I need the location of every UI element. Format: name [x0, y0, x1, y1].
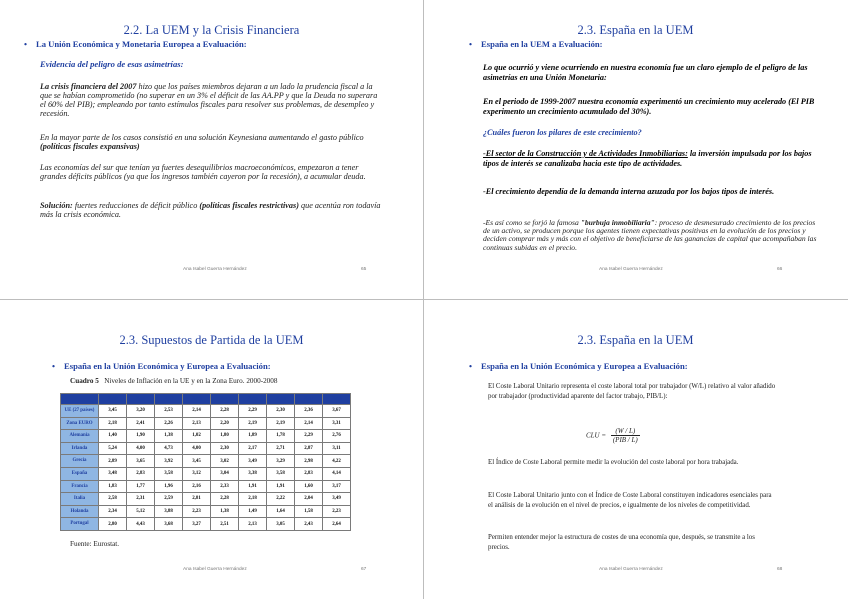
value-cell: 4,43	[127, 518, 155, 531]
value-cell: 2,87	[295, 442, 323, 455]
value-cell: 1,89	[239, 430, 267, 443]
year-header: 2000	[99, 394, 127, 405]
table-row	[61, 518, 351, 531]
slide-67	[0, 300, 423, 599]
table-row	[61, 493, 351, 506]
value-cell: 3,11	[323, 442, 351, 455]
country-cell: Grecia	[61, 455, 99, 468]
country-cell: Italia	[61, 493, 99, 506]
caption-text: Niveles de Inflación en la UE y en la Zona Euro. 2000-2008	[104, 377, 278, 385]
section-heading: Evidencia del peligro de esas asimetrías:	[40, 59, 184, 69]
slide-title: 2.3. España en la UEM	[577, 333, 694, 347]
value-cell: 3,65	[127, 455, 155, 468]
bullet-text: España en la Unión Económica y Europea a Evaluación:	[481, 361, 688, 371]
slide-title: 2.3. Supuestos de Partida de la UEM	[119, 333, 304, 347]
value-cell: 2,30	[267, 405, 295, 418]
value-cell: 1,96	[155, 480, 183, 493]
page-number: 65	[361, 267, 367, 272]
value-cell: 2,36	[295, 405, 323, 418]
value-cell: 2,29	[239, 405, 267, 418]
value-cell: 5,24	[99, 442, 127, 455]
value-cell: 2,14	[183, 405, 211, 418]
value-cell: 3,49	[239, 455, 267, 468]
value-cell: 2,58	[99, 493, 127, 506]
year-header: 2002	[155, 394, 183, 405]
value-cell: 1,49	[239, 505, 267, 518]
value-cell: 2,31	[127, 493, 155, 506]
paragraph-crisis	[40, 82, 384, 118]
country-cell: Irlanda	[61, 442, 99, 455]
formula-denominator: (PIB / L)	[612, 436, 638, 444]
slide-footer: Ana Isabel Guerra Hernández	[599, 567, 663, 572]
paragraph-icl: El Índice de Coste Laboral permite medir la evolución del coste laboral por hora trabajada.	[488, 459, 739, 466]
table-row	[61, 417, 351, 430]
table-row	[61, 442, 351, 455]
value-cell: 3,48	[99, 467, 127, 480]
value-cell: 1,58	[295, 505, 323, 518]
paragraph-text: fuertes reducciones de déficit público	[72, 201, 200, 210]
paragraph-intro: Lo que ocurrió y viene ocurriendo en nuestra economía fue un claro ejemplo de el peligro de las asimetrías en una Unión Monetaria:	[483, 63, 808, 82]
country-cell: Francia	[61, 480, 99, 493]
value-cell: 3,31	[323, 417, 351, 430]
paragraph-text: hizo que los países miembros dejaran a un lado la prudencia fiscal a la que se habían comprometido (no superar en un 3% el déficit de las AA.PP y que la Deuda no superara el 60% del PIB); empleando por tanto estímulos fiscales para resolver sus problemas, de desempleo y recesión.	[40, 82, 378, 118]
bullet-icon: •	[24, 39, 28, 49]
value-cell: 4,22	[323, 455, 351, 468]
value-cell: 2,80	[99, 518, 127, 531]
value-cell: 1,38	[211, 505, 239, 518]
year-header: 2007	[295, 394, 323, 405]
value-cell: 3,29	[267, 455, 295, 468]
paragraph-bold: "burbuja inmobiliaria"	[580, 218, 655, 227]
table-row	[61, 430, 351, 443]
value-cell: 2,19	[239, 417, 267, 430]
paragraph-bold: (políticas fiscales restrictivas)	[199, 201, 299, 210]
value-cell: 3,02	[211, 455, 239, 468]
value-cell: 3,12	[183, 467, 211, 480]
value-cell: 2,18	[99, 417, 127, 430]
value-cell: 2,17	[239, 442, 267, 455]
value-cell: 4,00	[183, 442, 211, 455]
value-cell: 3,45	[99, 405, 127, 418]
year-header: 2008	[323, 394, 351, 405]
value-cell: 2,64	[323, 518, 351, 531]
paragraph-text: : proceso de desmesurado crecimiento de los precios de un activo, se producen porque los agentes tienen expectativas positivas en la evolución de los precios y deciden comprar más y más con el objetivo de beneficiarse de las ganancias de capital que acompañaban las continuas subidas en el precio.	[483, 218, 817, 252]
value-cell: 1,77	[127, 480, 155, 493]
slide-65	[0, 0, 423, 299]
value-cell: 2,16	[183, 480, 211, 493]
value-cell: 5,12	[127, 505, 155, 518]
value-cell: 2,76	[323, 430, 351, 443]
value-cell: 2,98	[295, 455, 323, 468]
slide-68	[424, 300, 847, 599]
bullet-icon: •	[469, 361, 473, 371]
slide-footer: Ana Isabel Guerra Hernández	[183, 567, 247, 572]
value-cell: 2,18	[239, 493, 267, 506]
paragraph-demand: -El crecimiento dependía de la demanda interna azuzada por los bajos tipos de interés.	[483, 187, 775, 196]
paragraph-bold: (políticas fiscales expansivas)	[40, 142, 140, 151]
value-cell: 3,38	[239, 467, 267, 480]
value-cell: 2,14	[295, 417, 323, 430]
inflation-table	[60, 393, 351, 531]
value-cell: 1,78	[267, 430, 295, 443]
bullet-text: España en la UEM a Evaluación:	[481, 39, 603, 49]
value-cell: 2,26	[155, 417, 183, 430]
value-cell: 2,28	[211, 405, 239, 418]
value-cell: 1,80	[211, 430, 239, 443]
value-cell: 1,91	[267, 480, 295, 493]
country-cell: UE (27 países)	[61, 405, 99, 418]
value-cell: 3,58	[155, 467, 183, 480]
value-cell: 3,45	[183, 455, 211, 468]
page-number: 67	[361, 567, 367, 572]
caption-label: Cuadro 5	[70, 377, 99, 385]
table-row	[61, 455, 351, 468]
table-row	[61, 480, 351, 493]
paragraph-bold: Solución:	[40, 201, 73, 210]
bullet-text: España en la Unión Económica y Europea a Evaluación:	[64, 361, 271, 371]
value-cell: 2,89	[99, 455, 127, 468]
paragraph-costs: Permiten entender mejor la estructura de costes de una economía que, después, se transmite a los precios.	[488, 534, 755, 551]
value-cell: 3,49	[323, 493, 351, 506]
value-cell: 1,40	[99, 430, 127, 443]
value-cell: 2,43	[295, 518, 323, 531]
value-cell: 2,30	[211, 442, 239, 455]
formula-lhs: CLU =	[586, 431, 607, 440]
clu-formula	[586, 427, 640, 444]
country-cell: Holanda	[61, 505, 99, 518]
slide-title: 2.2. La UEM y la Crisis Financiera	[123, 23, 300, 37]
bullet-text: La Unión Económica y Monetaria Europea a Evaluación:	[36, 39, 247, 49]
table-header-row	[61, 394, 351, 405]
value-cell: 2,83	[127, 467, 155, 480]
value-cell: 3,04	[211, 467, 239, 480]
formula-numerator: (W / L)	[611, 427, 640, 436]
table-row	[61, 405, 351, 418]
paragraph-text: -Es así como se forjó la famosa	[483, 218, 581, 227]
country-cell: Portugal	[61, 518, 99, 531]
paragraph-indicators: El Coste Laboral Unitario junto con el Índice de Coste Laboral constituyen indicadores esenciales para el análisis de la evolución en el nivel de precios, e igualmente de los niveles de competitividad.	[488, 492, 772, 509]
slide-bullet	[469, 39, 603, 49]
paragraph-bubble	[483, 219, 818, 252]
country-cell: Zona EURO	[61, 417, 99, 430]
slide-bullet	[469, 361, 688, 371]
slide-title: 2.3. España en la UEM	[577, 23, 694, 37]
value-cell: 3,67	[323, 405, 351, 418]
value-cell: 2,20	[211, 417, 239, 430]
value-cell: 2,04	[295, 493, 323, 506]
country-cell: España	[61, 467, 99, 480]
slide-bullet	[24, 39, 247, 49]
slide-66	[424, 0, 847, 299]
bullet-icon: •	[469, 39, 473, 49]
paragraph-south: Las economías del sur que tenían ya fuertes desequilibrios macroeconómicos, empezaron a tener grandes déficits públicos (ya que los ingresos también cayeron por la recesión), a acumular deuda.	[40, 163, 366, 181]
value-cell: 2,53	[155, 405, 183, 418]
paragraph-clu: El Coste Laboral Unitario representa el coste laboral total por trabajador (W/L) relativo al valor añadido por trabajador (productividad aparente del factor trabajo, PIB/L):	[488, 383, 776, 400]
table-row	[61, 467, 351, 480]
paragraph-solution	[40, 201, 385, 219]
value-cell: 2,23	[323, 505, 351, 518]
value-cell: 2,83	[295, 467, 323, 480]
value-cell: 3,58	[267, 467, 295, 480]
slide-bullet	[52, 361, 271, 371]
value-cell: 3,27	[183, 518, 211, 531]
value-cell: 1,02	[183, 430, 211, 443]
paragraph-text: En la mayor parte de los casos consistió en una solución Keynesiana aumentando el gasto público	[40, 133, 364, 142]
value-cell: 2,13	[183, 417, 211, 430]
value-cell: 3,17	[323, 480, 351, 493]
formula-fraction	[611, 427, 640, 444]
bullet-icon: •	[52, 361, 56, 371]
table-caption	[70, 377, 277, 387]
value-cell: 1,60	[295, 480, 323, 493]
paragraph-keynes	[40, 133, 380, 151]
value-cell: 1,83	[99, 480, 127, 493]
value-cell: 2,28	[211, 493, 239, 506]
value-cell: 2,59	[155, 493, 183, 506]
year-header: 2006	[267, 394, 295, 405]
paragraph-question: ¿Cuáles fueron los pilares de este crecimiento?	[483, 128, 642, 137]
value-cell: 2,22	[267, 493, 295, 506]
paragraph-text: que acentúa ron todavía más la crisis económica.	[40, 201, 381, 219]
value-cell: 2,34	[99, 505, 127, 518]
value-cell: 1,38	[155, 430, 183, 443]
value-cell: 2,33	[211, 480, 239, 493]
table-corner	[61, 394, 99, 405]
value-cell: 2,51	[211, 518, 239, 531]
value-cell: 2,13	[239, 518, 267, 531]
paragraph-construction	[483, 149, 813, 168]
value-cell: 2,71	[267, 442, 295, 455]
value-cell: 1,90	[127, 430, 155, 443]
value-cell: 2,29	[295, 430, 323, 443]
slide-footer: Ana Isabel Guerra Hernández	[183, 267, 247, 272]
slide-footer: Ana Isabel Guerra Hernández	[599, 267, 663, 272]
value-cell: 2,23	[183, 505, 211, 518]
value-cell: 3,88	[155, 505, 183, 518]
value-cell: 2,81	[183, 493, 211, 506]
page-number: 68	[777, 567, 783, 572]
paragraph-period: En el periodo de 1999-2007 nuestra economía experimentó un crecimiento muy acelerado (El PIB experimento un crecimiento acumulado del 30%).	[483, 97, 815, 116]
value-cell: 3,20	[127, 405, 155, 418]
year-header: 2001	[127, 394, 155, 405]
value-cell: 1,64	[267, 505, 295, 518]
year-header: 2003	[183, 394, 211, 405]
page-number: 66	[777, 267, 783, 272]
table-row	[61, 505, 351, 518]
paragraph-underlined: -El sector de la Construcción y de Actividades Inmobiliarias:	[483, 149, 688, 158]
paragraph-text: la inversión impulsada por los bajos tipos de interés se canalizaba hacia este tipo de actividades.	[483, 149, 812, 168]
year-header: 2005	[239, 394, 267, 405]
paragraph-bold: La crisis financiera del 2007	[40, 82, 137, 91]
value-cell: 3,05	[267, 518, 295, 531]
table-source: Fuente: Eurostat.	[70, 540, 120, 548]
value-cell: 2,19	[267, 417, 295, 430]
value-cell: 4,73	[155, 442, 183, 455]
value-cell: 1,91	[239, 480, 267, 493]
value-cell: 3,92	[155, 455, 183, 468]
value-cell: 4,00	[127, 442, 155, 455]
value-cell: 2,41	[127, 417, 155, 430]
value-cell: 4,14	[323, 467, 351, 480]
country-cell: Alemania	[61, 430, 99, 443]
year-header: 2004	[211, 394, 239, 405]
value-cell: 3,68	[155, 518, 183, 531]
